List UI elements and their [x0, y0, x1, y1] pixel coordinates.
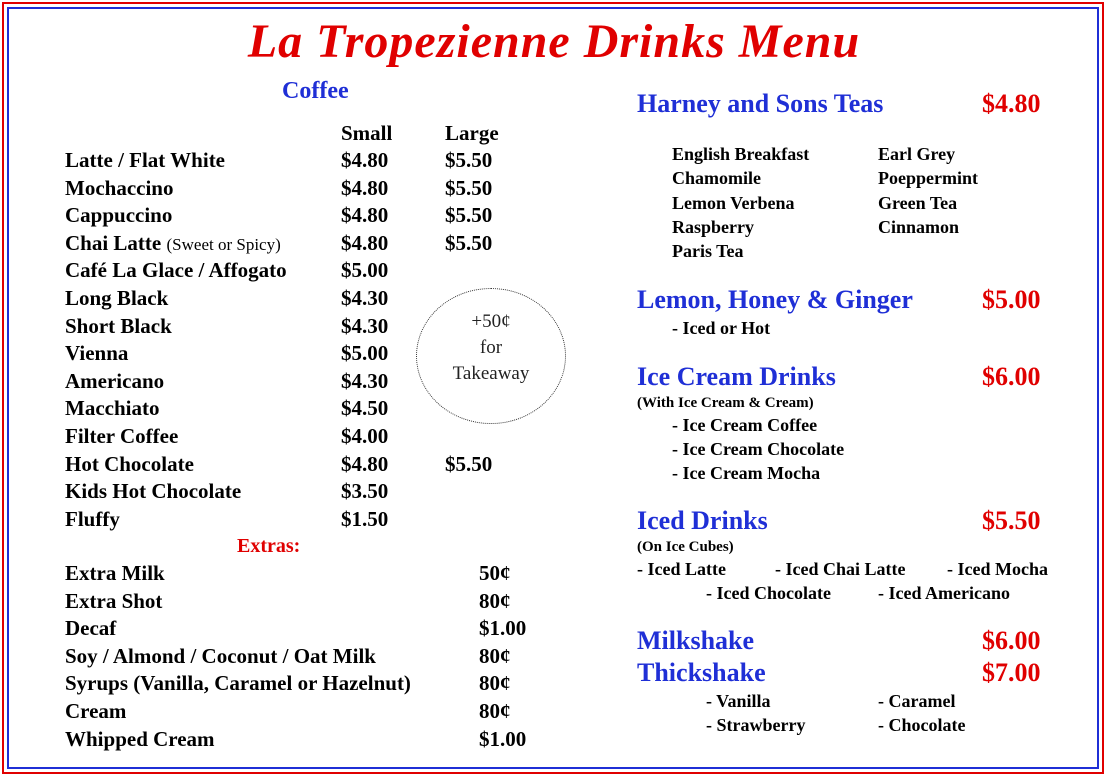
iced-price: $5.50: [982, 506, 1041, 535]
extra-item-name: Extra Milk: [65, 561, 165, 585]
coffee-item-label: Kids Hot Chocolate: [65, 479, 242, 504]
coffee-item-label: Macchiato: [65, 396, 160, 421]
tea-item: Poeppermint: [878, 168, 978, 189]
coffee-item-label: Fluffy: [65, 506, 120, 531]
icecream-price: $6.00: [982, 362, 1041, 391]
coffee-item-name: [65, 507, 120, 532]
icecream-item: - Ice Cream Coffee: [672, 415, 818, 435]
teas-heading: Harney and Sons Teas: [637, 89, 884, 118]
col-small-header: Small: [341, 121, 393, 145]
coffee-item-label: Latte / Flat White: [65, 148, 226, 172]
shake-flavour: - Caramel: [878, 691, 956, 711]
coffee-price-large: $5.50: [445, 230, 493, 255]
coffee-price-small: $4.30: [341, 286, 389, 310]
coffee-price-small: $4.50: [341, 396, 389, 421]
extra-item-price: 80¢: [479, 699, 511, 723]
coffee-item-name: [65, 341, 128, 366]
teas-price: $4.80: [982, 89, 1041, 118]
coffee-heading: Coffee: [282, 78, 349, 104]
coffee-item-name: [65, 148, 225, 173]
shake-flavour: - Strawberry: [706, 715, 806, 735]
lemon-price: $5.00: [982, 285, 1041, 314]
iced-item: - Iced Chocolate: [706, 583, 831, 603]
coffee-item-label: Short Black: [65, 313, 172, 338]
coffee-price-small: $4.30: [341, 368, 389, 393]
tea-item: Green Tea: [878, 192, 958, 213]
tea-item: Raspberry: [672, 216, 754, 237]
coffee-price-small: $4.30: [341, 313, 389, 338]
takeaway-line-1: +50¢: [471, 311, 511, 332]
extra-item-name: Extra Shot: [65, 588, 163, 613]
extra-item-price: 50¢: [479, 561, 511, 585]
coffee-price-small: $4.00: [341, 424, 389, 448]
extra-item-price: 80¢: [479, 671, 511, 696]
icecream-item: - Ice Cream Chocolate: [672, 439, 845, 459]
coffee-price-small: $4.80: [341, 148, 389, 172]
coffee-price-small: $4.80: [341, 230, 389, 255]
tea-item: Chamomile: [672, 168, 761, 189]
coffee-item-name: [65, 452, 194, 477]
coffee-price-small: $3.50: [341, 479, 389, 504]
coffee-price-large: $5.50: [445, 203, 493, 228]
tea-item: Lemon Verbena: [672, 192, 795, 213]
menu-title: La Tropezienne Drinks Menu: [247, 15, 861, 68]
takeaway-line-3: Takeaway: [452, 363, 530, 384]
coffee-price-large: $5.50: [445, 175, 493, 200]
coffee-item-name: [65, 231, 281, 256]
lemon-sub: - Iced or Hot: [672, 318, 771, 338]
extra-item-price: $1.00: [479, 726, 527, 751]
coffee-price-large: $5.50: [445, 148, 493, 172]
coffee-price-small: $4.80: [341, 175, 389, 200]
extra-item-name: Whipped Cream: [65, 726, 215, 751]
extra-item-name: Decaf: [65, 616, 117, 641]
extras-heading: Extras:: [237, 535, 301, 557]
iced-note: (On Ice Cubes): [637, 539, 734, 555]
col-large-header: Large: [445, 121, 499, 145]
extra-item-name: Syrups (Vanilla, Caramel or Hazelnut): [65, 671, 411, 696]
coffee-price-small: $4.80: [341, 451, 389, 476]
coffee-item-label: Hot Chocolate: [65, 451, 194, 476]
iced-item: - Iced Chai Latte: [775, 559, 906, 579]
takeaway-line-2: for: [479, 337, 503, 358]
coffee-item-label: Cappuccino: [65, 203, 173, 228]
tea-item: Paris Tea: [672, 241, 744, 262]
extra-item-price: 80¢: [479, 643, 511, 668]
milkshake-heading: Milkshake: [637, 626, 755, 655]
coffee-item-name: [65, 286, 168, 311]
thickshake-price: $7.00: [982, 658, 1041, 687]
coffee-item-label: Long Black: [65, 286, 169, 310]
iced-item: - Iced Latte: [637, 559, 726, 579]
coffee-item-name: [65, 314, 172, 339]
icecream-heading: Ice Cream Drinks: [637, 362, 836, 391]
coffee-item-label: Mochaccino: [65, 175, 174, 200]
coffee-item-name: [65, 258, 287, 283]
tea-item: Earl Grey: [878, 144, 956, 164]
iced-item: - Iced Americano: [878, 583, 1010, 603]
shake-flavour: - Chocolate: [878, 715, 966, 735]
coffee-item-name: [65, 203, 172, 228]
extra-item-name: Cream: [65, 699, 127, 723]
coffee-item-name: [65, 176, 173, 201]
coffee-price-small: $5.00: [341, 341, 389, 366]
coffee-price-small: $1.50: [341, 506, 389, 531]
iced-item: - Iced Mocha: [947, 559, 1048, 579]
shake-flavour: - Vanilla: [706, 691, 771, 711]
coffee-item-name: [65, 479, 241, 504]
coffee-item-name: [65, 424, 178, 449]
coffee-item-label: Chai Latte: [65, 230, 162, 255]
tea-item: Cinnamon: [878, 216, 960, 237]
coffee-price-small: $4.80: [341, 203, 389, 228]
iced-heading: Iced Drinks: [637, 506, 768, 535]
takeaway-badge: [416, 288, 566, 424]
coffee-item-label: Filter Coffee: [65, 424, 179, 448]
icecream-note: (With Ice Cream & Cream): [637, 395, 814, 411]
coffee-item-label: Americano: [65, 368, 165, 393]
coffee-price-small: $5.00: [341, 258, 389, 283]
icecream-item: - Ice Cream Mocha: [672, 463, 821, 483]
thickshake-heading: Thickshake: [637, 658, 766, 687]
extra-item-price: $1.00: [479, 616, 527, 641]
coffee-item-label: Café La Glace / Affogato: [65, 258, 287, 283]
tea-item: English Breakfast: [672, 144, 810, 164]
coffee-item-name: [65, 396, 159, 421]
extra-item-price: 80¢: [479, 588, 511, 613]
milkshake-price: $6.00: [982, 626, 1041, 655]
lemon-heading: Lemon, Honey & Ginger: [637, 285, 913, 314]
extra-item-name: Soy / Almond / Coconut / Oat Milk: [65, 643, 376, 668]
coffee-item-label: Vienna: [65, 341, 129, 366]
coffee-item-name: [65, 369, 164, 394]
coffee-price-large: $5.50: [445, 451, 493, 476]
coffee-item-note: (Sweet or Spicy): [166, 234, 281, 254]
